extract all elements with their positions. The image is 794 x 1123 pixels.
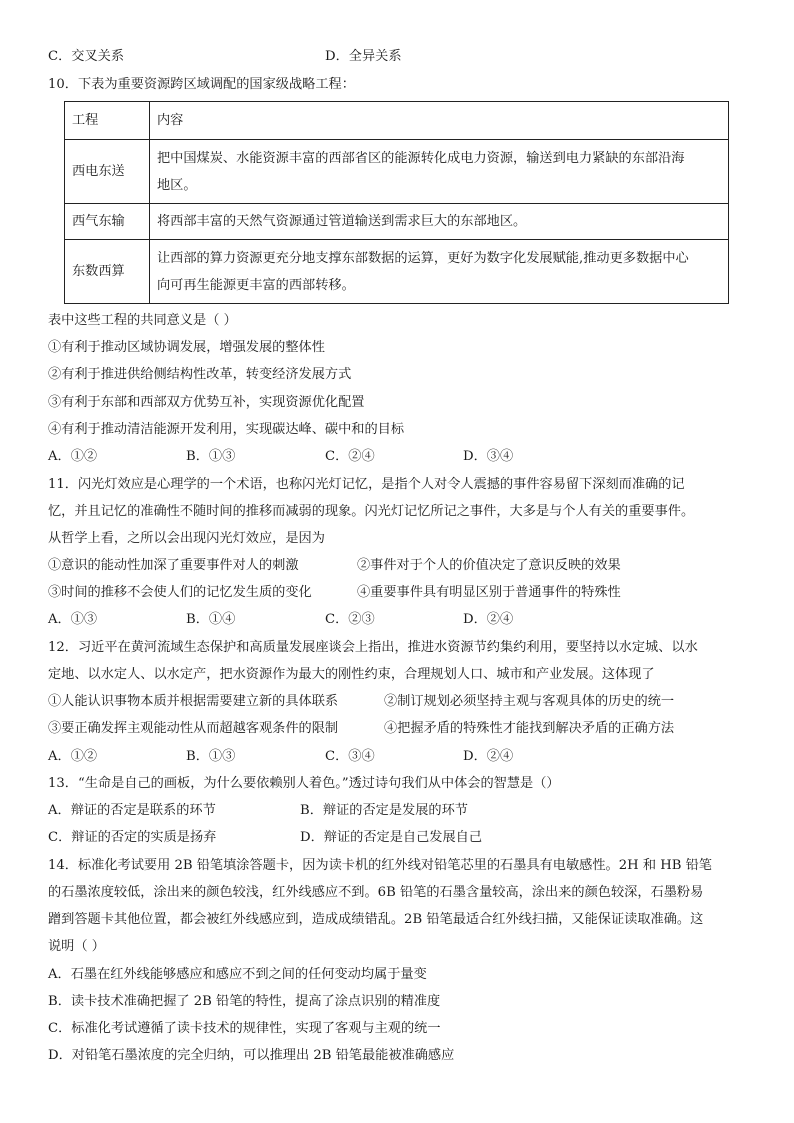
q12-item-3: ③要正确发挥主观能动性从而超越客观条件的限制: [48, 721, 339, 736]
table-cell-line: 把中国煤炭、水能资源丰富的西部省区的能源转化成电力资源，输送到电力紧缺的东部沿海: [157, 150, 685, 166]
table-cell-line: 将西部丰富的天然气资源通过管道输送到需求巨大的东部地区。: [157, 214, 527, 229]
q10-option-a: A．①②: [48, 449, 98, 464]
q12-option-c: C．③④: [325, 749, 375, 764]
q13-option-b: B．辩证的否定是发展的环节: [300, 803, 468, 818]
q12-option-a: A．①②: [48, 749, 98, 764]
table-cell-line: 向可再生能源更丰富的西部转移。: [157, 277, 355, 293]
table-cell-content: [150, 204, 729, 240]
table-cell-project: 东数西算: [65, 240, 150, 304]
q11-option-c: C．②③: [325, 612, 375, 627]
q11-stem-line-3: 从哲学上看，之所以会出现闪光灯效应，是因为: [48, 531, 325, 546]
table-header-content: 内容: [150, 102, 729, 140]
q14-option-b: B．读卡技术准确把握了 2B 铅笔的特性，提高了涂点识别的精准度: [48, 994, 441, 1009]
table-cell-line: 地区。: [157, 177, 197, 193]
table-row: [65, 240, 729, 304]
q10-stem: 10．下表为重要资源跨区域调配的国家级战略工程：: [48, 77, 355, 92]
q13-stem: 13．“生命是自己的画板，为什么要依赖别人着色。”透过诗句我们从中体会的智慧是（）: [48, 776, 560, 791]
table-cell-line: 让西部的算力资源更充分地支撑东部数据的运算，更好为数字化发展赋能,推动更多数据中心: [157, 250, 689, 266]
q11-option-b: B．①④: [186, 612, 236, 627]
table-header-project: 工程: [65, 102, 150, 140]
table-cell-project: 西电东送: [65, 140, 150, 204]
q13-option-a: A．辩证的否定是联系的环节: [48, 803, 216, 818]
q11-option-a: A．①③: [48, 612, 98, 627]
q14-option-d: D．对铅笔石墨浓度的完全归纳，可以推理出 2B 铅笔最能被准确感应: [48, 1048, 455, 1063]
q13-option-c: C．辩证的否定的实质是扬弃: [48, 830, 217, 845]
resource-projects-table: [64, 101, 729, 304]
table-row: [65, 204, 729, 240]
q13-option-d: D．辩证的否定是自己发展自己: [300, 830, 483, 845]
q12-stem-line-1: 12．习近平在黄河流域生态保护和高质量发展座谈会上指出，推进水资源节约集约利用，要坚持以水定城、以水: [48, 640, 698, 655]
q11-item-4: ④重要事件具有明显区别于普通事件的特殊性: [357, 585, 621, 600]
q12-item-2: ②制订规划必须坚持主观与客观具体的历史的统一: [384, 694, 675, 709]
q12-stem-line-2: 定地、以水定人、以水定产，把水资源作为最大的刚性约束，合理规划人口、城市和产业发展。这体现了: [48, 667, 655, 682]
q11-item-2: ②事件对于个人的价值决定了意识反映的效果: [357, 558, 621, 573]
q14-option-c: C．标准化考试遵循了读卡技术的规律性，实现了客观与主观的统一: [48, 1021, 441, 1036]
table-cell-project: 西气东输: [65, 204, 150, 240]
q9-option-d: D．全异关系: [325, 49, 402, 64]
q12-item-4: ④把握矛盾的特殊性才能找到解决矛盾的正确方法: [384, 721, 675, 736]
q10-item-1: ①有利于推动区域协调发展，增强发展的整体性: [48, 340, 325, 355]
table-header-row: [65, 102, 729, 140]
q14-option-a: A．石墨在红外线能够感应和感应不到之间的任何变动均属于量变: [48, 967, 427, 982]
q14-stem-line-1: 14．标准化考试要用 2B 铅笔填涂答题卡，因为读卡机的红外线对铅笔芯里的石墨具有电敏感性。2H 和 HB 铅笔: [48, 858, 712, 873]
q14-stem-line-3: 蹭到答题卡其他位置，都会被红外线感应到，造成成绩错乱。2B 铅笔最适合红外线扫描，又能保证读取准确。这: [48, 912, 704, 927]
q10-item-3: ③有利于东部和西部双方优势互补，实现资源优化配置: [48, 395, 365, 410]
table-row: [65, 140, 729, 204]
q11-stem-line-2: 忆，并且记忆的准确性不随时间的推移而减弱的现象。闪光灯记忆所记之事件，大多是与个人有关的重要事件。: [48, 504, 695, 519]
table-cell-content: [150, 140, 729, 204]
q10-option-c: C．②④: [325, 449, 375, 464]
q14-stem-line-4: 说明（ ）: [48, 939, 105, 954]
q11-item-3: ③时间的推移不会使人们的记忆发生质的变化: [48, 585, 312, 600]
q9-option-c: C．交叉关系: [48, 49, 125, 64]
q11-option-d: D．②④: [463, 612, 514, 627]
q11-item-1: ①意识的能动性加深了重要事件对人的刺激: [48, 558, 299, 573]
q14-stem-line-2: 的石墨浓度较低，涂出来的颜色较浅，红外线感应不到。6B 铅笔的石墨含量较高，涂出来的颜色较深，石墨粉易: [48, 885, 704, 900]
q11-stem-line-1: 11．闪光灯效应是心理学的一个术语，也称闪光灯记忆，是指个人对令人震撼的事件容易留下深刻而准确的记: [48, 477, 685, 492]
table-cell-content: [150, 240, 729, 304]
q10-question: 表中这些工程的共同意义是（ ）: [48, 313, 237, 328]
q12-option-d: D．②④: [463, 749, 514, 764]
q10-option-d: D．③④: [463, 449, 514, 464]
q10-option-b: B．①③: [186, 449, 236, 464]
q10-item-2: ②有利于推进供给侧结构性改革，转变经济发展方式: [48, 367, 352, 382]
q10-item-4: ④有利于推动清洁能源开发利用，实现碳达峰、碳中和的目标: [48, 422, 405, 437]
q12-item-1: ①人能认识事物本质并根据需要建立新的具体联系: [48, 694, 339, 709]
q12-option-b: B．①③: [186, 749, 236, 764]
